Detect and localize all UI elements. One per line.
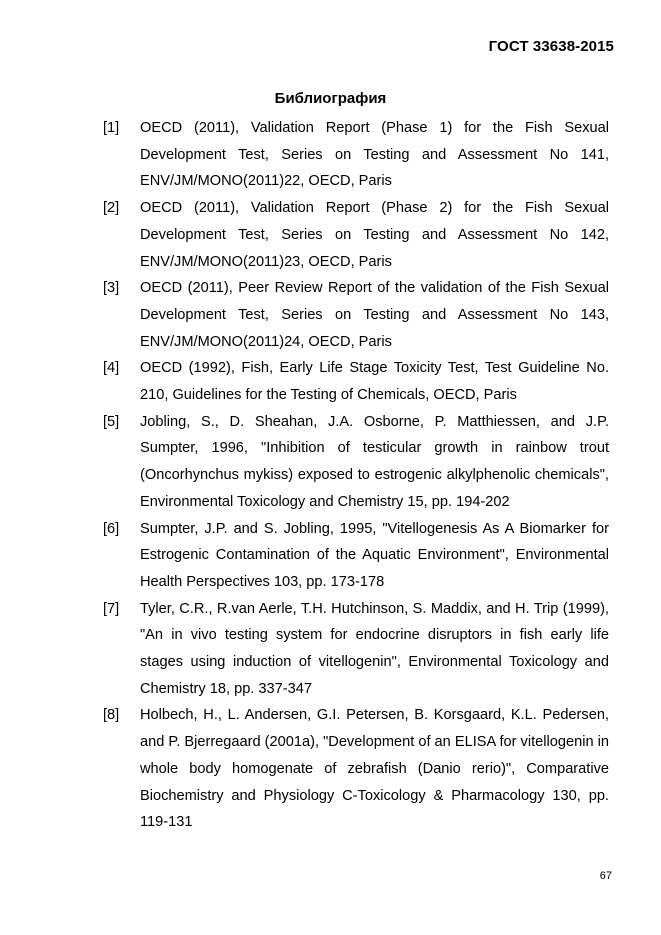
- bibliography-entry: [103, 355, 609, 408]
- entry-number: [2]: [103, 200, 120, 217]
- bibliography-entry: [103, 195, 609, 275]
- entry-number: [3]: [103, 280, 120, 297]
- bibliography-entry: [103, 596, 609, 703]
- entry-number: [8]: [103, 707, 120, 724]
- entry-number: [1]: [103, 120, 120, 136]
- entry-text: Jobling, S., D. Sheahan, J.A. Osborne, P. Matthiessen, and J.P. Sumpter, 1996, "Inhibition of testicular growth in rainbow trout (Oncorhynchus mykiss) exposed to estrogenic alkylphenolic chemicals", Environmental Toxicology and Chemistry 15, pp. 194-202: [140, 413, 609, 510]
- entry-number: [6]: [103, 520, 120, 537]
- entry-text: OECD (2011), Validation Report (Phase 1) for the Fish Sexual Development Test, Series on Testing and Assessment No 141, ENV/JM/MONO(2011)22, OECD, Paris: [140, 120, 609, 190]
- bibliography-entry: [103, 275, 609, 355]
- entry-text: OECD (2011), Validation Report (Phase 2) for the Fish Sexual Development Test, Series on Testing and Assessment No 142, ENV/JM/MONO(2011)23, OECD, Paris: [140, 200, 609, 270]
- bibliography-entry: [103, 702, 609, 836]
- entry-text: Holbech, H., L. Andersen, G.I. Petersen, B. Korsgaard, K.L. Pedersen, and P. Bjerregaard (2001a), "Development of an ELISA for vitellogenin in whole body homogenate of zebrafish (Danio rerio)", Comparative Biochemistry and Physiology C-Toxicology & Pharmacology 130, pp. 119-131: [140, 707, 609, 831]
- entry-number: [4]: [103, 360, 120, 377]
- entry-text: Sumpter, J.P. and S. Jobling, 1995, "Vitellogenesis As A Biomarker for Estrogenic Contamination of the Aquatic Environment", Environmental Health Perspectives 103, pp. 173-178: [140, 520, 609, 590]
- entry-text: Tyler, C.R., R.van Aerle, T.H. Hutchinson, S. Maddix, and H. Trip (1999), "An in vivo testing system for endocrine disruptors in fish early life stages using induction of vitellogenin", Environmental Toxicology and Chemistry 18, pp. 337-347: [140, 600, 609, 697]
- entry-text: OECD (1992), Fish, Early Life Stage Toxicity Test, Test Guideline No. 210, Guidelines for the Testing of Chemicals, OECD, Paris: [140, 360, 609, 404]
- document-standard-code: ГОСТ 33638-2015: [488, 38, 614, 55]
- entry-number: [7]: [103, 600, 120, 617]
- bibliography-entry: [103, 516, 609, 596]
- bibliography-entry: [103, 115, 609, 195]
- entry-number: [5]: [103, 413, 120, 430]
- entry-text: OECD (2011), Peer Review Report of the validation of the Fish Sexual Development Test, Series on Testing and Assessment No 143, ENV/JM/MONO(2011)24, OECD, Paris: [140, 280, 609, 350]
- bibliography-title: Библиография: [274, 90, 387, 107]
- bibliography-entry: [103, 409, 609, 516]
- page-number: 67: [599, 870, 612, 882]
- bibliography-list: [103, 115, 609, 836]
